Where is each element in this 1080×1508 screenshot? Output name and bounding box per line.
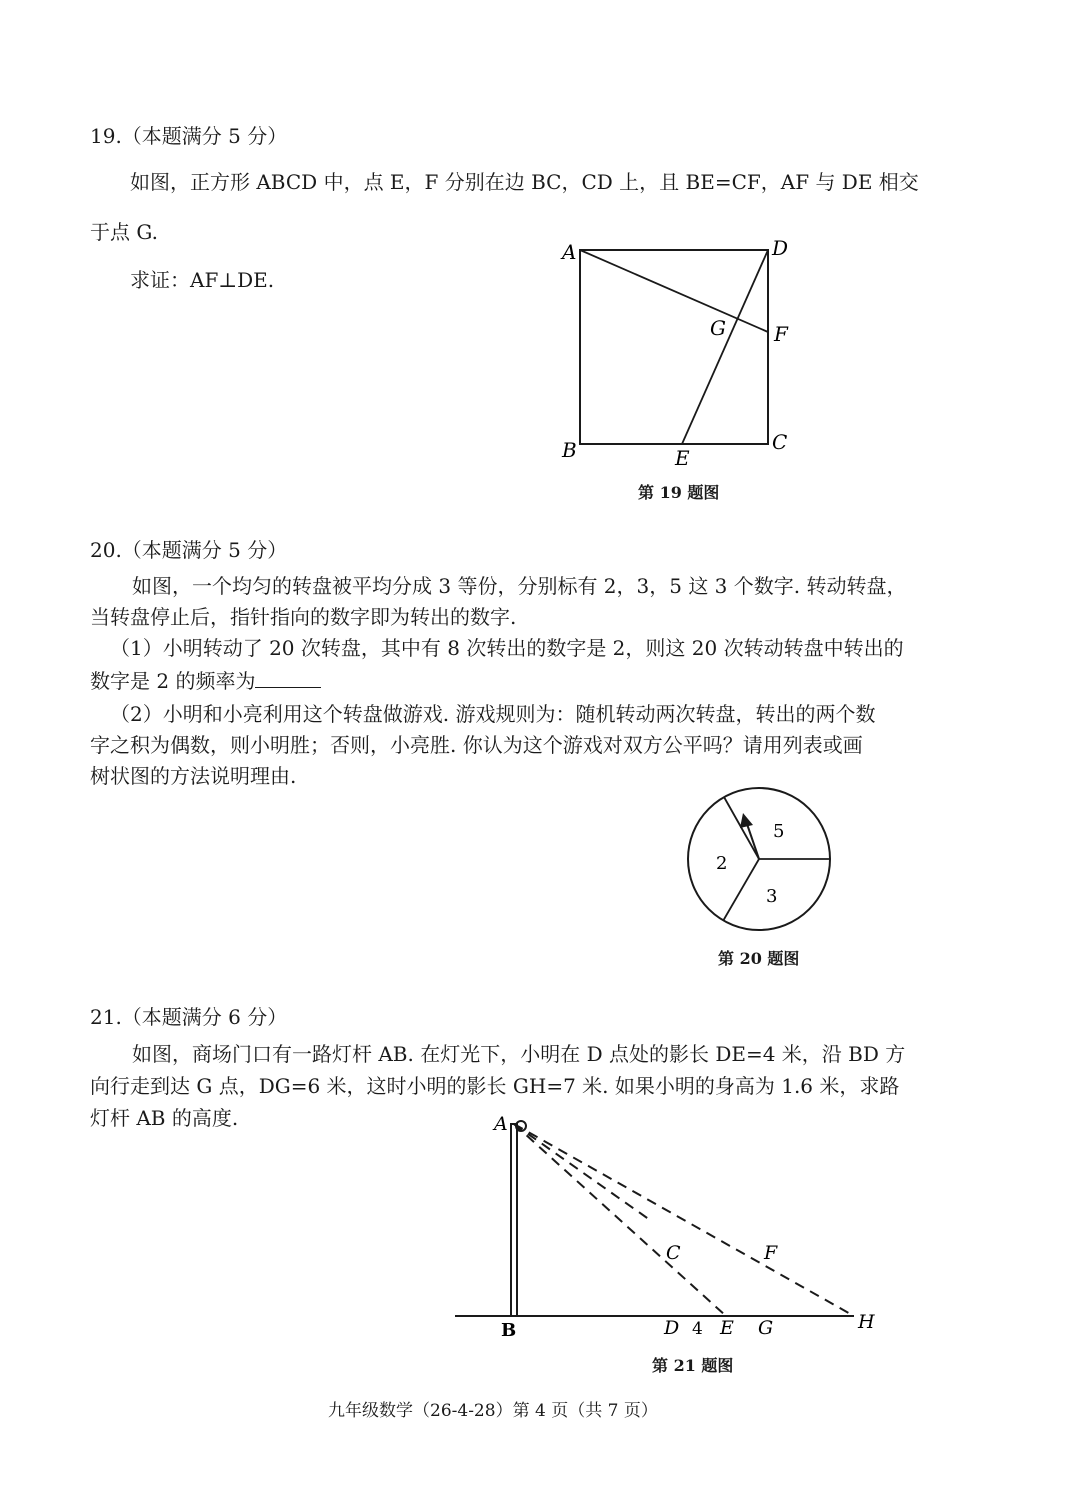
q19-header: 19.（本题满分 5 分） bbox=[90, 124, 288, 148]
q19-label-f: F bbox=[774, 322, 788, 346]
q20-header: 20.（本题满分 5 分） bbox=[90, 538, 288, 562]
q20-spinner-2: 2 bbox=[716, 853, 728, 874]
q21-label-g: G bbox=[758, 1317, 774, 1339]
q19-label-a: A bbox=[562, 240, 577, 264]
q21-label-c: C bbox=[666, 1242, 681, 1264]
q20-part1-line1: （1）小明转动了 20 次转盘，其中有 8 次转出的数字是 2，则这 20 次转动转盘中转出的 bbox=[110, 636, 904, 660]
q21-label-a: A bbox=[494, 1113, 508, 1135]
q21-label-4: 4 bbox=[692, 1319, 703, 1339]
q19-label-g: G bbox=[710, 316, 726, 340]
q21-figure bbox=[450, 1110, 890, 1340]
q19-label-b: B bbox=[562, 438, 577, 462]
q20-part1-line2-text: 数字是 2 的频率为 bbox=[90, 669, 256, 693]
q21-text-line2: 向行走到达 G 点，DG=6 米，这时小明的影长 GH=7 米. 如果小明的身高为 1.6 米，求路 bbox=[90, 1074, 900, 1098]
q19-label-c: C bbox=[772, 430, 788, 454]
q20-part2-line1: （2）小明和小亮利用这个转盘做游戏. 游戏规则为：随机转动两次转盘，转出的两个数 bbox=[110, 702, 876, 726]
q19-caption: 第 19 题图 bbox=[638, 483, 720, 502]
q21-label-b: B bbox=[501, 1320, 517, 1341]
q19-label-d: D bbox=[772, 236, 789, 260]
q20-part2-line2: 字之积为偶数，则小明胜；否则，小亮胜. 你认为这个游戏对双方公平吗？请用列表或画 bbox=[90, 733, 863, 757]
q21-label-h: H bbox=[858, 1311, 875, 1333]
q20-spinner-5: 5 bbox=[773, 821, 785, 842]
q20-text-line1: 如图，一个均匀的转盘被平均分成 3 等份，分别标有 2，3，5 这 3 个数字. 转动转盘， bbox=[132, 574, 907, 598]
q19-text-line2: 于点 G. bbox=[90, 220, 158, 244]
q20-answer-blank bbox=[255, 665, 321, 688]
q20-part2-line3: 树状图的方法说明理由. bbox=[90, 764, 297, 788]
page-footer: 九年级数学（26-4-28）第 4 页（共 7 页） bbox=[328, 1401, 658, 1421]
q20-caption: 第 20 题图 bbox=[718, 949, 800, 968]
q21-header: 21.（本题满分 6 分） bbox=[90, 1005, 288, 1029]
q21-text-line1: 如图，商场门口有一路灯杆 AB. 在灯光下，小明在 D 点处的影长 DE=4 米，沿 BD 方 bbox=[132, 1042, 906, 1066]
q20-text-line2: 当转盘停止后，指针指向的数字即为转出的数字. bbox=[90, 605, 517, 629]
q19-text-line1: 如图，正方形 ABCD 中，点 E，F 分别在边 BC，CD 上，且 BE=CF，AF 与 DE 相交 bbox=[130, 170, 919, 194]
q21-label-e: E bbox=[720, 1317, 734, 1339]
q21-label-d: D bbox=[664, 1317, 680, 1339]
q19-label-e: E bbox=[675, 446, 690, 470]
q20-spinner-3: 3 bbox=[766, 886, 778, 907]
q21-caption: 第 21 题图 bbox=[652, 1356, 734, 1375]
q20-spinner-figure bbox=[680, 780, 840, 940]
q21-text-line3: 灯杆 AB 的高度. bbox=[90, 1106, 239, 1130]
q20-part1-line2 bbox=[90, 665, 321, 695]
pointer-arrow-icon bbox=[740, 813, 753, 828]
q19-figure bbox=[550, 235, 800, 475]
q21-label-f: F bbox=[764, 1242, 778, 1264]
q19-prove: 求证：AF⊥DE. bbox=[130, 268, 275, 292]
